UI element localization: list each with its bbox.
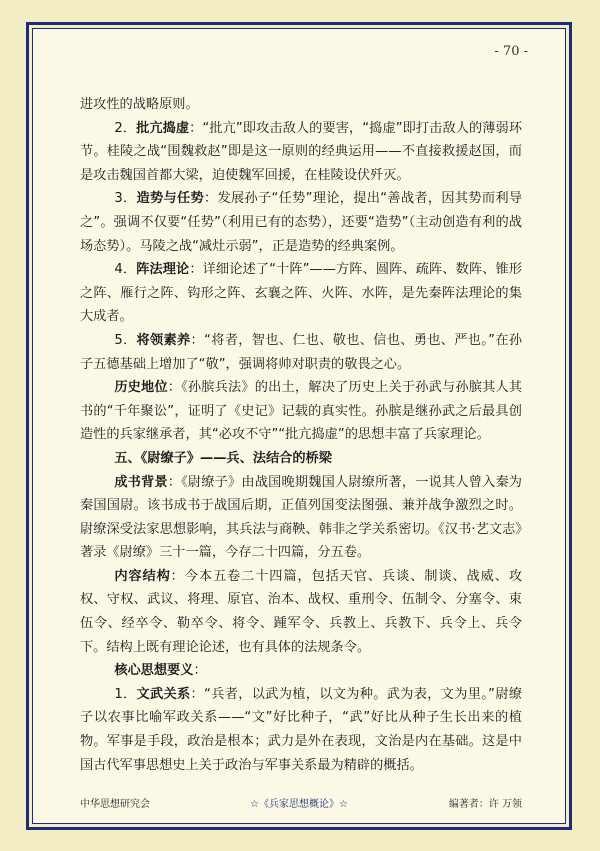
item-number: 2． (114, 120, 137, 136)
footer-book-title: ☆《兵家思想概论》☆ (250, 799, 348, 810)
paragraph-text: ：《尉缭子》由战国晚期魏国人尉缭所著，一说其人曾入秦为秦国国尉。该书成书于战国后期，正值列国变法图强、兼并战争激烈之时。尉缭深受法家思想影响，其兵法与商鞅、韩非之学关系密切。《汉书·艺文志》著录《尉缭》三十一篇，今存二十四篇，分五卷。 (80, 474, 522, 561)
paragraph-text: ：发展孙子“任势”理论，提出“善战者，因其势而利导之”。强调不仅要“任势”（利用已有的态势），还要“造势”（主动创造有利的战场态势）。马陵之战“减灶示弱”，正是造势的经典案例。 (80, 191, 523, 254)
paragraph-text: ：今本五卷二十四篇，包括天官、兵谈、制谈、战威、攻权、守权、武议、将理、原官、治本、战权、重刑令、伍制令、分塞令、束伍令、经卒令、勒卒令、将令、踵军令、兵教上、兵教下、兵令上、兵令下。结构上既有理论论述，也有具体的法规条令。 (80, 568, 522, 655)
paragraph (80, 117, 522, 188)
item-number: 5． (114, 332, 137, 348)
paragraph-text: ：“批亢”即攻击敌人的要害，“捣虚”即打击敌人的薄弱环节。桂陵之战“围魏救赵”即是这一原则的经典运用——不直接救援赵国，而是攻击魏国首都大梁，迫使魏军回援，在桂陵设伏歼灭。 (80, 120, 523, 183)
term: 核心思想要义 (114, 663, 194, 679)
paragraph (80, 329, 522, 376)
footer-author: 编著者：许 万领 (448, 799, 522, 810)
paragraph (80, 659, 522, 683)
item-number: 4． (114, 262, 137, 278)
term: 造势与任势 (136, 191, 204, 207)
term: 将领素养 (136, 332, 191, 348)
paragraph-text: ： (193, 663, 207, 679)
paragraph-text: 进攻性的战略原则。 (80, 97, 199, 112)
term: 成书背景 (114, 474, 168, 490)
item-number: 3． (114, 191, 137, 207)
term: 批亢捣虚 (136, 120, 190, 136)
paragraph (80, 683, 522, 777)
paragraph (80, 376, 522, 447)
paragraph-text: ：“将者，智也、仁也、敬也、信也、勇也、严也。”在孙子五德基础上增加了“敬”，强调将帅对职责的敬畏之心。 (80, 332, 523, 372)
paragraph-text: ：《孙膑兵法》的出土，解决了历史上关于孙武与孙膑其人其书的“千年聚讼”，证明了《史记》记载的真实性。孙膑是继孙武之后最具创造性的兵家继承者，其“必攻不守”“批亢捣虚”的思想丰富了兵家理论。 (80, 380, 522, 443)
term: 内容结构 (114, 568, 171, 584)
term: 文武关系 (136, 686, 191, 702)
paragraph (80, 471, 522, 565)
paragraph (80, 258, 522, 329)
footer-organization: 中华思想研究会 (80, 799, 150, 810)
paragraph (80, 93, 522, 117)
document-body (80, 93, 522, 777)
term: 阵法理论 (136, 262, 190, 278)
paragraph-text: ：详细论述了“十阵”——方阵、圆阵、疏阵、数阵、锥形之阵、雁行之阵、钩形之阵、玄襄之阵、火阵、水阵，是先秦阵法理论的集大成者。 (80, 262, 523, 325)
section-heading: 五、《尉缭子》——兵、法结合的桥梁 (114, 450, 332, 466)
paragraph (80, 187, 522, 258)
term: 历史地位 (114, 380, 168, 396)
item-number: 1． (114, 686, 137, 702)
paragraph (80, 565, 522, 659)
paragraph-text: ：“兵者，以武为植，以文为种。武为表，文为里。”尉缭子以农事比喻军政关系——“文”好比种子，“武”好比从种子生长出来的植物。军事是手段，政治是根本；武力是外在表现，文治是内在基础。这是中国古代军事思想史上关于政治与军事关系最为精辟的概括。 (80, 686, 523, 773)
page-number: - 70 - (494, 44, 528, 59)
